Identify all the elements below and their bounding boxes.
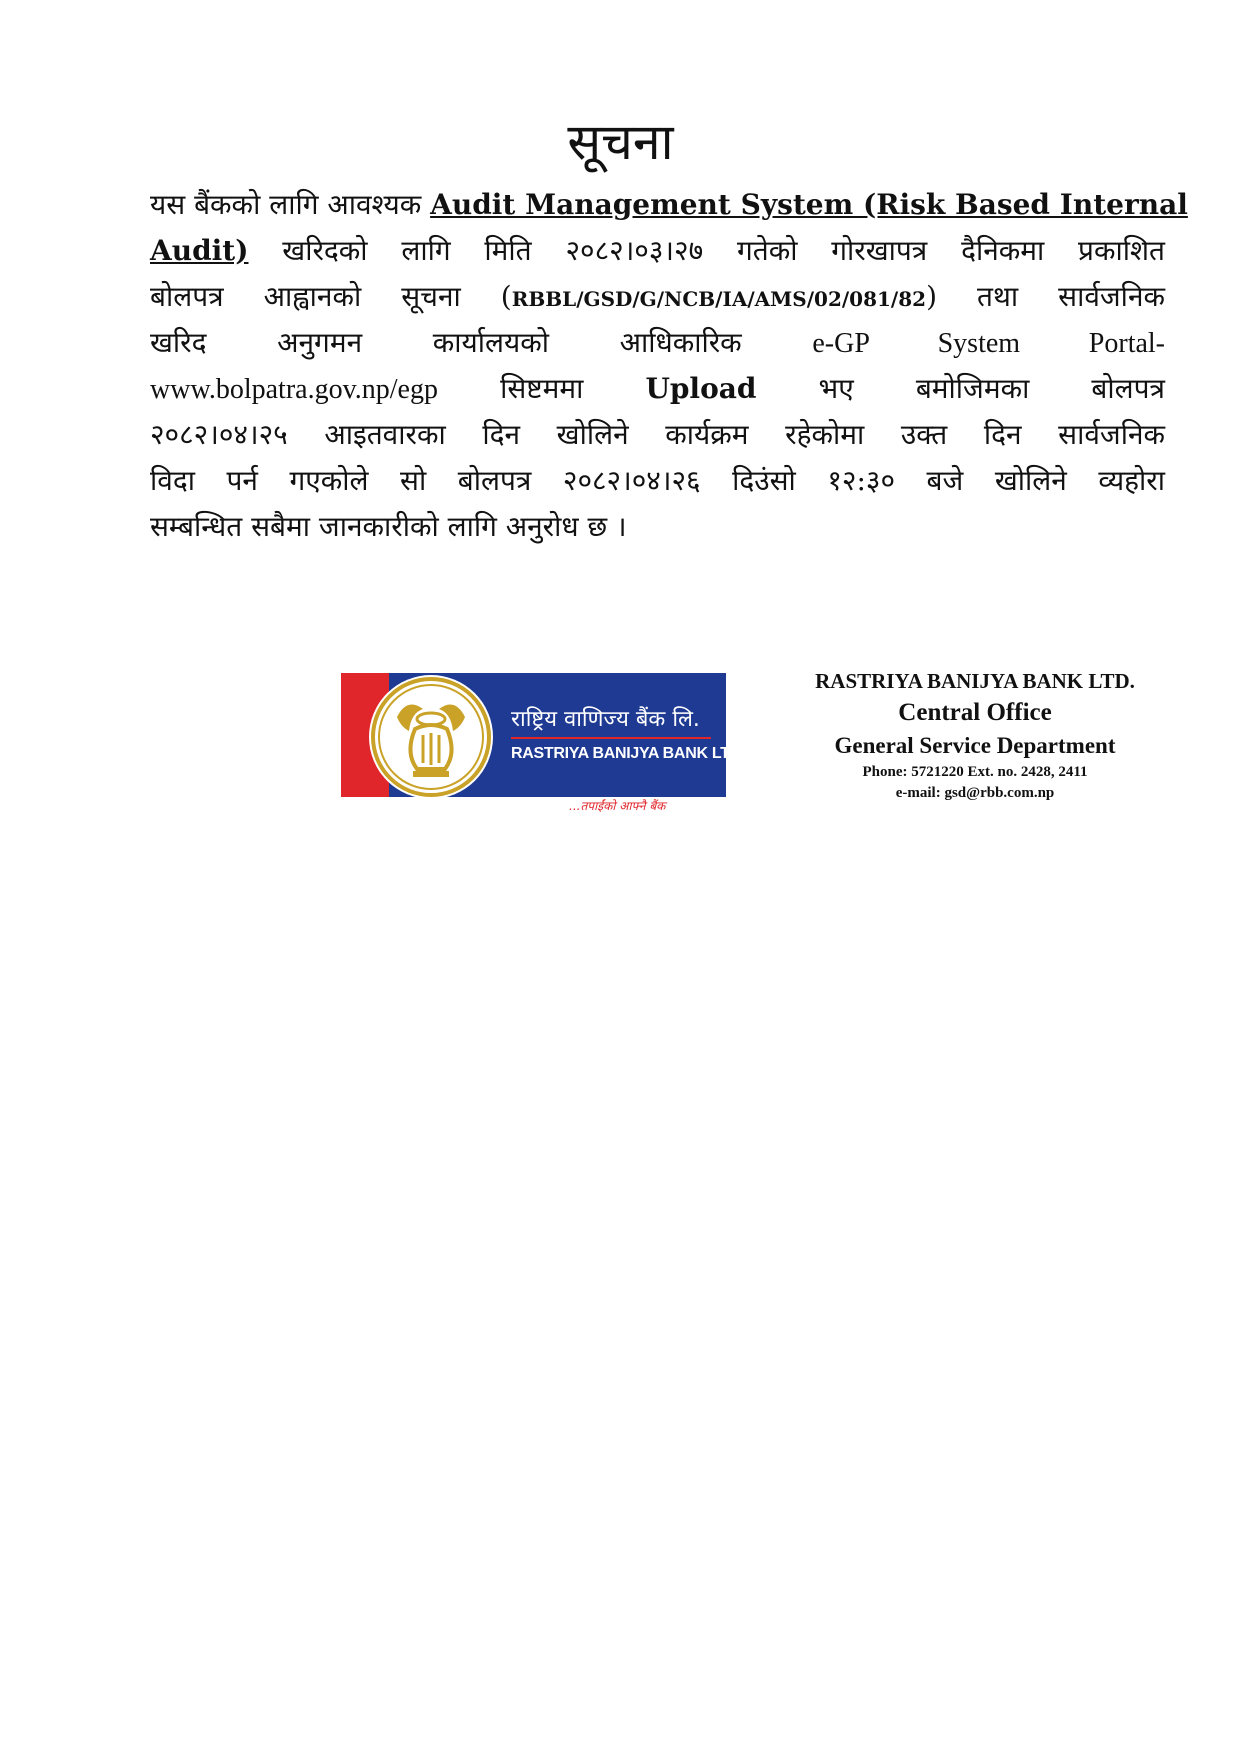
notice-text-segment: Audit)	[150, 234, 249, 267]
notice-line	[150, 504, 1165, 550]
notice-text-segment: Audit Management System (Risk Based Internal	[430, 188, 1188, 221]
notice-line	[150, 182, 1188, 228]
logo-name-nepali: राष्ट्रिय वाणिज्य बैंक लि.	[511, 707, 700, 732]
notice-text-segment: खरिद अनुगमन कार्यालयको आधिकारिक	[150, 326, 813, 359]
notice-line	[150, 366, 1165, 412]
kalash-emblem-icon	[367, 673, 495, 801]
office-email: e-mail: gsd@rbb.com.np	[895, 785, 1055, 801]
logo-name-english: RASTRIYA BANIJYA BANK LTD.	[511, 745, 746, 762]
notice-text-segment: यस बैंकको लागि आवश्यक	[150, 188, 431, 221]
logo-divider	[511, 737, 711, 739]
notice-text-segment: सम्बन्धित सबैमा जानकारीको लागि अनुरोध छ ।	[150, 510, 627, 543]
office-address-block	[770, 666, 1180, 804]
office-bank-name: RASTRIYA BANIJYA BANK LTD.	[815, 669, 1135, 693]
notice-text-segment: खरिदको लागि मिति २०८२।०३।२७ गतेको गोरखापत्र दैनिकमा प्रकाशित	[248, 234, 1165, 267]
notice-title: सूचना	[567, 113, 674, 171]
notice-text-segment: बोलपत्र आह्वानको सूचना (	[150, 280, 512, 313]
notice-body	[150, 182, 1188, 550]
logo-tagline: ...तपाईंको आफ्नै बैंक	[569, 799, 666, 813]
notice-text-segment: सिष्टममा	[437, 372, 646, 405]
notice-line	[150, 458, 1165, 504]
notice-text-segment: RBBL/GSD/G/NCB/IA/AMS/02/081/82	[511, 287, 927, 311]
notice-line	[150, 228, 1165, 274]
notice-text-segment: २०८२।०४।२५ आइतवारका दिन खोलिने कार्यक्रम रहेकोमा उक्त दिन सार्वजनिक	[150, 418, 1165, 451]
bank-logo	[341, 673, 746, 813]
notice-text-segment: भए बमोजिमका बोलपत्र	[756, 372, 1165, 405]
notice-line	[150, 412, 1165, 458]
office-department: General Service Department	[834, 733, 1116, 758]
notice-text-segment: e-GP System Portal-	[812, 328, 1166, 359]
notice-text-segment: विदा पर्न गएकोले सो बोलपत्र २०८२।०४।२६ दिउंसो १२:३० बजे खोलिने व्यहोरा	[150, 464, 1165, 497]
notice-text-segment: ) तथा सार्वजनिक	[926, 280, 1165, 313]
notice-line	[150, 274, 1165, 320]
office-unit: Central Office	[898, 699, 1052, 726]
notice-text-segment: Upload	[645, 372, 757, 405]
notice-text-segment: www.bolpatra.gov.np/egp	[150, 374, 438, 405]
notice-line	[150, 320, 1165, 366]
office-phone: Phone: 5721220 Ext. no. 2428, 2411	[862, 764, 1088, 780]
